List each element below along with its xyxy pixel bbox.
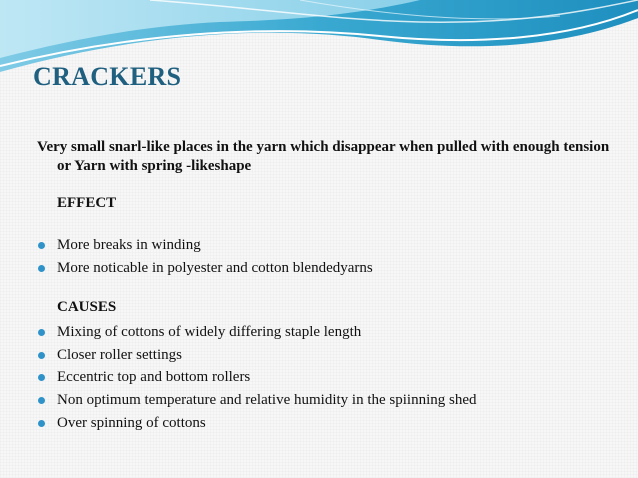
list-item — [37, 412, 617, 435]
list-item-text: Eccentric top and bottom rollers — [57, 369, 251, 386]
list-item — [37, 234, 617, 257]
list-item-text: Closer roller settings — [57, 346, 182, 363]
list-item-text: Non optimum temperature and relative humidity in the spiinning shed — [57, 391, 477, 408]
list-item-text: Mixing of cottons of widely differing staple length — [57, 324, 362, 341]
causes-heading: CAUSES — [57, 299, 117, 316]
bullet-icon — [38, 352, 45, 359]
list-item — [37, 321, 617, 344]
bullet-icon — [38, 329, 45, 336]
list-item — [37, 366, 617, 389]
list-item-text: More noticable in polyester and cotton blendedyarns — [57, 259, 373, 276]
bullet-icon — [38, 265, 45, 272]
list-item-text: Over spinning of cottons — [57, 414, 206, 431]
slide-content — [37, 138, 617, 434]
causes-list — [37, 321, 617, 434]
bullet-icon — [38, 374, 45, 381]
list-item — [37, 389, 617, 412]
bullet-icon — [38, 397, 45, 404]
list-item — [37, 344, 617, 367]
effect-heading: EFFECT — [57, 195, 117, 211]
effect-list — [37, 234, 617, 279]
list-item-text: More breaks in winding — [57, 237, 201, 253]
slide-title: CRACKERS — [33, 62, 182, 91]
list-item — [37, 257, 617, 280]
intro-paragraph: Very small snarl-like places in the yarn which disappear when pulled with enough tension or Yarn with spring -likeshape — [37, 139, 610, 174]
bullet-icon — [38, 420, 45, 427]
bullet-icon — [38, 242, 45, 249]
